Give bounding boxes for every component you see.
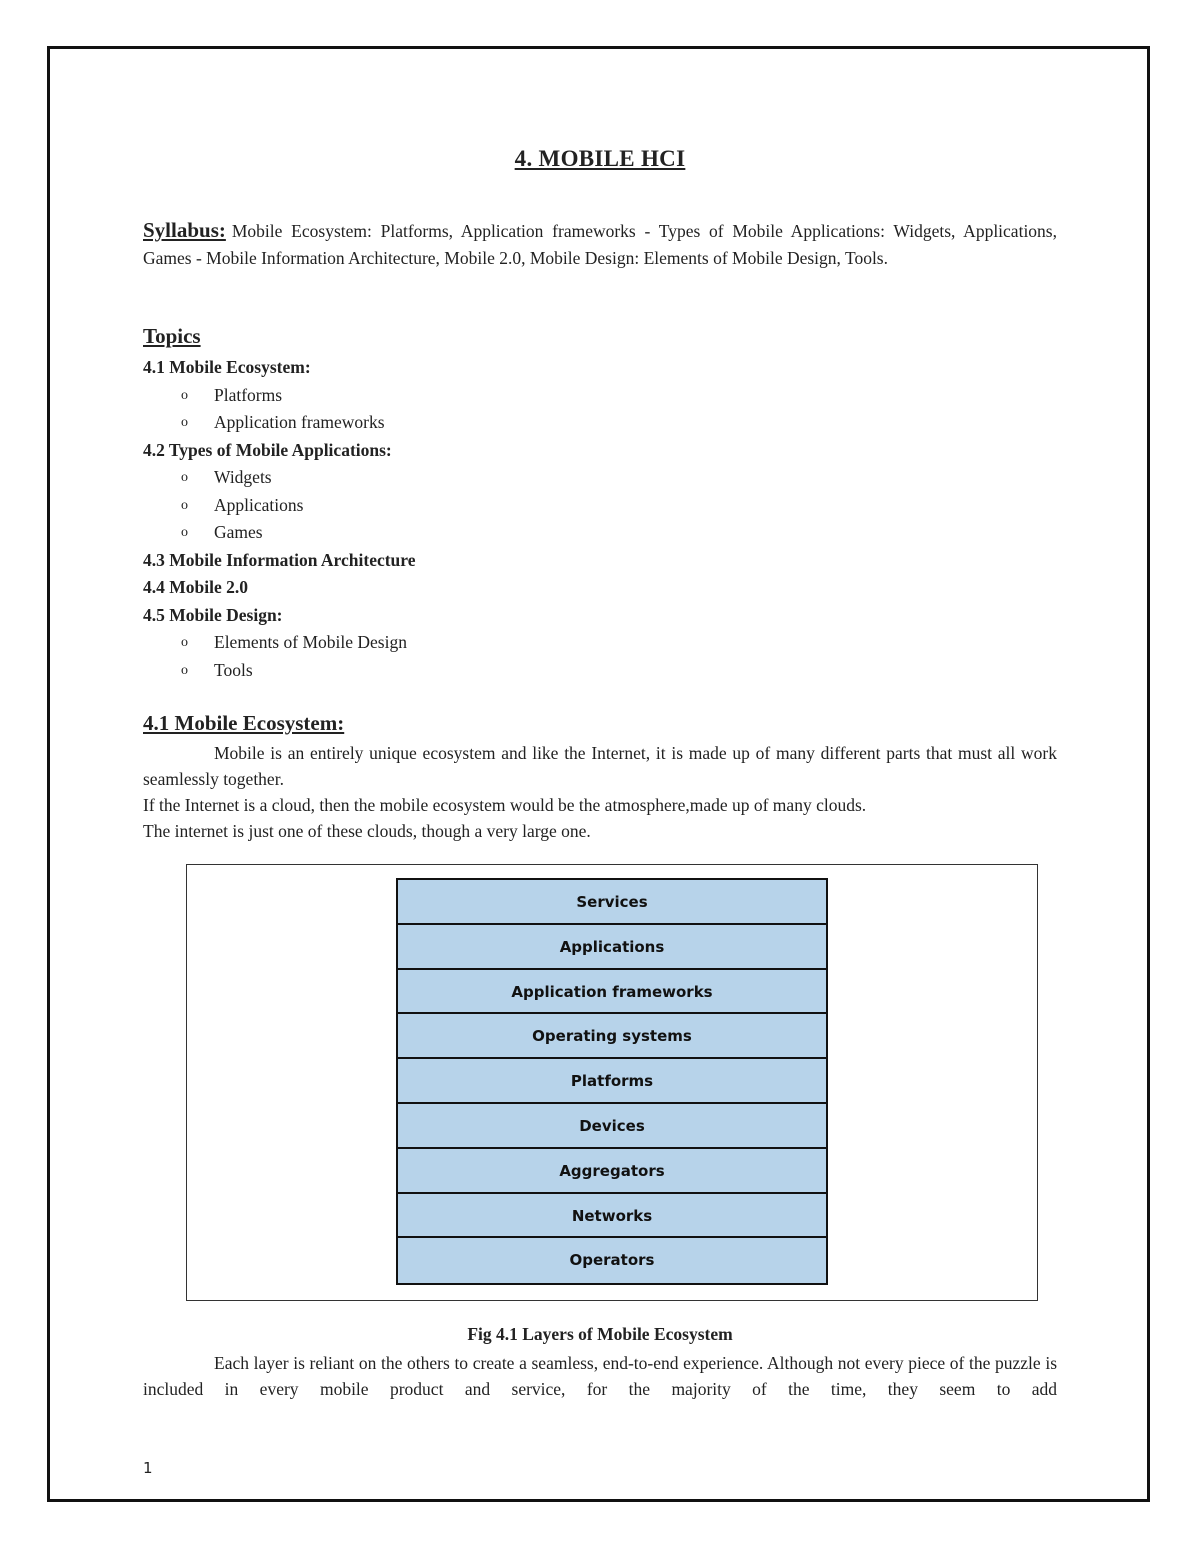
topic-item: o Games <box>143 519 1057 547</box>
layer-application-frameworks: Application frameworks <box>398 970 826 1015</box>
section-heading-4-1: 4.1 Mobile Ecosystem: <box>143 711 345 735</box>
bullet-icon: o <box>181 635 188 650</box>
ecosystem-layer-stack <box>396 878 828 1285</box>
topic-section-4-2: 4.2 Types of Mobile Applications: <box>143 439 392 460</box>
topic-item: o Applications <box>143 492 1057 520</box>
topic-item: o Platforms <box>143 382 1057 410</box>
topic-item: o Elements of Mobile Design <box>143 629 1057 657</box>
ecosystem-line-2: If the Internet is a cloud, then the mobile ecosystem would be the atmosphere,made up of many clouds. <box>143 795 867 815</box>
topic-item: o Tools <box>143 657 1057 685</box>
bullet-icon: o <box>181 387 188 403</box>
topic-section-4-5: 4.5 Mobile Design: <box>143 604 283 625</box>
layer-operators: Operators <box>398 1238 826 1283</box>
layer-devices: Devices <box>398 1104 826 1149</box>
figure-caption: Fig 4.1 Layers of Mobile Ecosystem <box>467 1324 733 1344</box>
layer-platforms: Platforms <box>398 1059 826 1104</box>
layer-networks: Networks <box>398 1194 826 1239</box>
layer-services: Services <box>398 880 826 925</box>
topic-item: o Widgets <box>143 464 1057 492</box>
bullet-icon: o <box>181 525 188 540</box>
topic-section-4-3: 4.3 Mobile Information Architecture <box>143 549 416 570</box>
page-title: 4. MOBILE HCI <box>514 146 686 171</box>
topics-list <box>143 354 1057 684</box>
layers-paragraph: Each layer is reliant on the others to create a seamless, end-to-end experience. Although not every piece of the puzzle is included in every mobile product and service, for the majority of the time, they seem to add <box>143 1353 1057 1399</box>
syllabus-paragraph <box>143 217 1057 272</box>
topics-heading: Topics <box>143 324 201 348</box>
bullet-icon: o <box>181 415 188 430</box>
syllabus-text: Mobile Ecosystem: Platforms, Application frameworks - Types of Mobile Applications: Widgets, Applications, Games - Mobile Information Architecture, Mobile 2.0, Mobile Design: Elements of Mobile Design, Tools. <box>143 221 1057 268</box>
bullet-icon: o <box>181 662 188 678</box>
layer-operating-systems: Operating systems <box>398 1014 826 1059</box>
ecosystem-line-3: The internet is just one of these clouds, though a very large one. <box>143 821 591 841</box>
layer-applications: Applications <box>398 925 826 970</box>
syllabus-label: Syllabus: <box>143 218 226 242</box>
layer-aggregators: Aggregators <box>398 1149 826 1194</box>
bullet-icon: o <box>181 470 188 485</box>
topic-item: o Application frameworks <box>143 409 1057 437</box>
topic-section-4-1: 4.1 Mobile Ecosystem: <box>143 357 311 377</box>
page-number: 1 <box>143 1459 153 1477</box>
ecosystem-paragraph: Mobile is an entirely unique ecosystem and like the Internet, it is made up of many different parts that must all work seamlessly together. <box>143 743 1057 789</box>
topic-section-4-4: 4.4 Mobile 2.0 <box>143 577 248 597</box>
bullet-icon: o <box>181 497 188 513</box>
